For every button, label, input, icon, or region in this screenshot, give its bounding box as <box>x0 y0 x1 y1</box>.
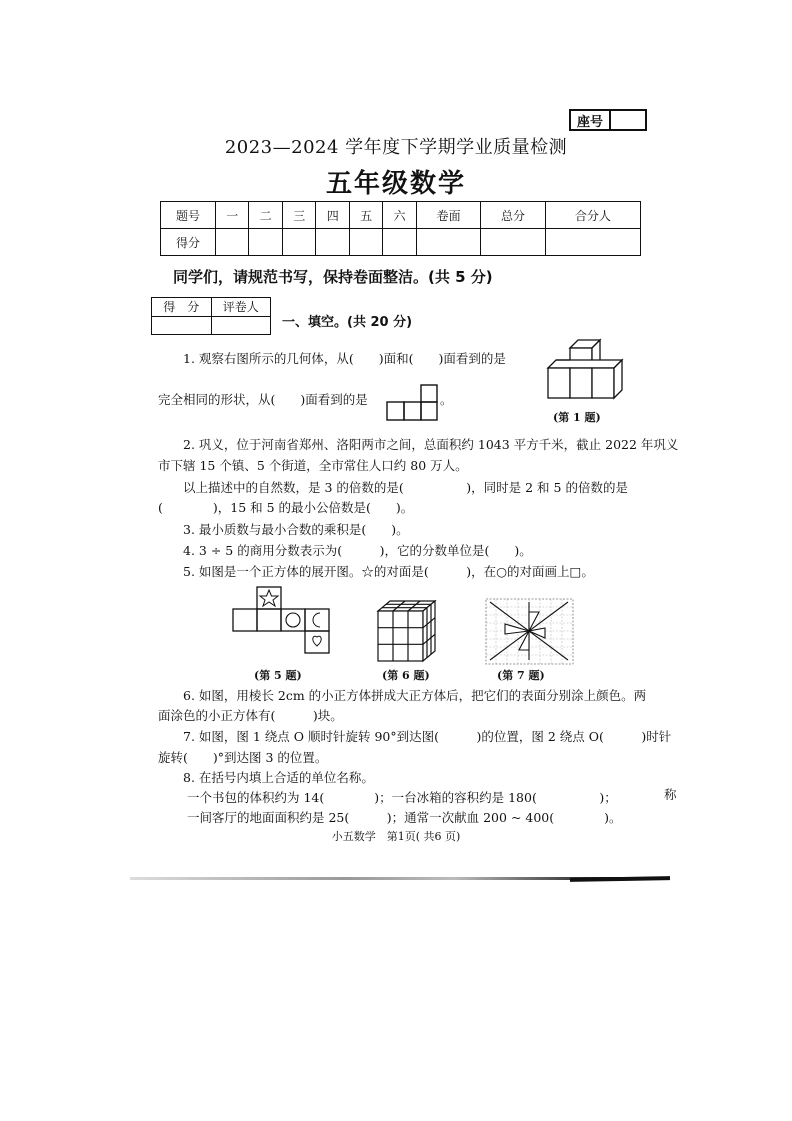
question-2-line-2: 市下辖 15 个镇、5 个街道，全市常住人口约 80 万人。 <box>158 458 468 473</box>
grader-score-label: 得 分 <box>152 298 212 317</box>
question-8-line-3: 一间客厅的地面面积约是 25( )；通常一次献血 200 ~ 400( )。 <box>187 810 622 825</box>
question-8-line-1: 8. 在括号内填上合适的单位名称。 <box>183 770 374 785</box>
question-7-line-2: 旋转( )°到达图 3 的位置。 <box>158 750 328 765</box>
question-2-line-3: 以上描述中的自然数，是 3 的倍数的是( )，同时是 2 和 5 的倍数的是 <box>183 480 628 495</box>
question-8-line-2: 一个书包的体积约为 14( )；一台冰箱的容积约是 180( )； <box>187 790 617 805</box>
question-7-rotation-grid <box>485 598 575 666</box>
question-1-caption: (第 1 题) <box>553 411 601 424</box>
seat-number-label: 座号 <box>571 111 611 129</box>
question-2-line-4: ( )，15 和 5 的最小公倍数是( )。 <box>158 500 414 515</box>
score-row-label: 得分 <box>161 229 216 256</box>
score-cell[interactable] <box>282 229 315 256</box>
cut-off-text: 称 <box>664 787 677 802</box>
score-cell[interactable] <box>545 229 640 256</box>
question-7-caption: (第 7 题) <box>497 669 545 682</box>
grader-score-cell[interactable] <box>152 316 212 335</box>
score-cell[interactable] <box>383 229 416 256</box>
question-1-line-1: 1. 观察右图所示的几何体，从( )面和( )面看到的是 <box>183 351 506 366</box>
question-3: 3. 最小质数与最小合数的乘积是( )。 <box>183 522 409 537</box>
seat-number-blank <box>611 111 645 129</box>
score-header-cell: 六 <box>383 202 416 229</box>
question-1-line-2: 完全相同的形状，从( )面看到的是 <box>158 392 368 407</box>
question-6-line-1: 6. 如图，用棱长 2cm 的小正方体拼成大正方体后，把它们的表面分别涂上颜色。两 <box>183 688 647 703</box>
question-1-view-figure <box>386 384 438 422</box>
score-cell[interactable] <box>349 229 382 256</box>
grader-name-cell[interactable] <box>211 316 271 335</box>
question-5-caption: (第 5 题) <box>254 669 302 682</box>
score-cell[interactable] <box>316 229 349 256</box>
question-4: 4. 3 ÷ 5 的商用分数表示为( )，它的分数单位是( )。 <box>183 543 532 558</box>
score-header-cell: 卷面 <box>416 202 480 229</box>
grader-table <box>151 297 271 335</box>
score-header-cell: 二 <box>249 202 282 229</box>
score-table <box>160 201 641 256</box>
score-header-cell: 五 <box>349 202 382 229</box>
score-header-cell: 总分 <box>481 202 545 229</box>
exam-title: 2023—2024 学年度下学期学业质量检测 <box>224 137 568 158</box>
score-header-cell: 题号 <box>161 202 216 229</box>
score-cell[interactable] <box>416 229 480 256</box>
question-5-cube-net <box>232 586 332 654</box>
score-header-cell: 合分人 <box>545 202 640 229</box>
score-cell[interactable] <box>481 229 545 256</box>
question-1-solid-figure <box>540 330 635 410</box>
score-header-cell: 一 <box>216 202 249 229</box>
question-2-line-1: 2. 巩义，位于河南省郑州、洛阳两市之间，总面积约 1043 平方千米，截止 2022 年巩义 <box>183 437 679 452</box>
grader-name-label: 评卷人 <box>211 298 271 317</box>
question-6-line-2: 面涂色的小正方体有( )块。 <box>158 708 343 723</box>
question-1-period: 。 <box>440 392 453 407</box>
page-footer: 小五数学 第1页( 共6 页) <box>331 830 461 843</box>
score-table-score-row <box>161 229 641 256</box>
question-6-cube-figure <box>375 598 445 666</box>
question-5: 5. 如图是一个正方体的展开图。☆的对面是( )，在○的对面画上□。 <box>183 564 594 579</box>
question-7-line-1: 7. 如图，图 1 绕点 O 顺时针旋转 90°到达图( )的位置，图 2 绕点 O( )时针 <box>183 729 672 744</box>
score-cell[interactable] <box>216 229 249 256</box>
score-header-cell: 四 <box>316 202 349 229</box>
seat-number-box <box>569 109 647 131</box>
section-title: 一、填空。(共 20 分) <box>282 315 413 330</box>
subject-title: 五年级数学 <box>325 169 466 199</box>
score-header-cell: 三 <box>282 202 315 229</box>
score-cell[interactable] <box>249 229 282 256</box>
question-6-caption: (第 6 题) <box>382 669 430 682</box>
scan-edge-mark <box>570 876 670 882</box>
score-table-header-row <box>161 202 641 229</box>
neatness-note: 同学们，请规范书写，保持卷面整洁。(共 5 分) <box>173 268 493 286</box>
